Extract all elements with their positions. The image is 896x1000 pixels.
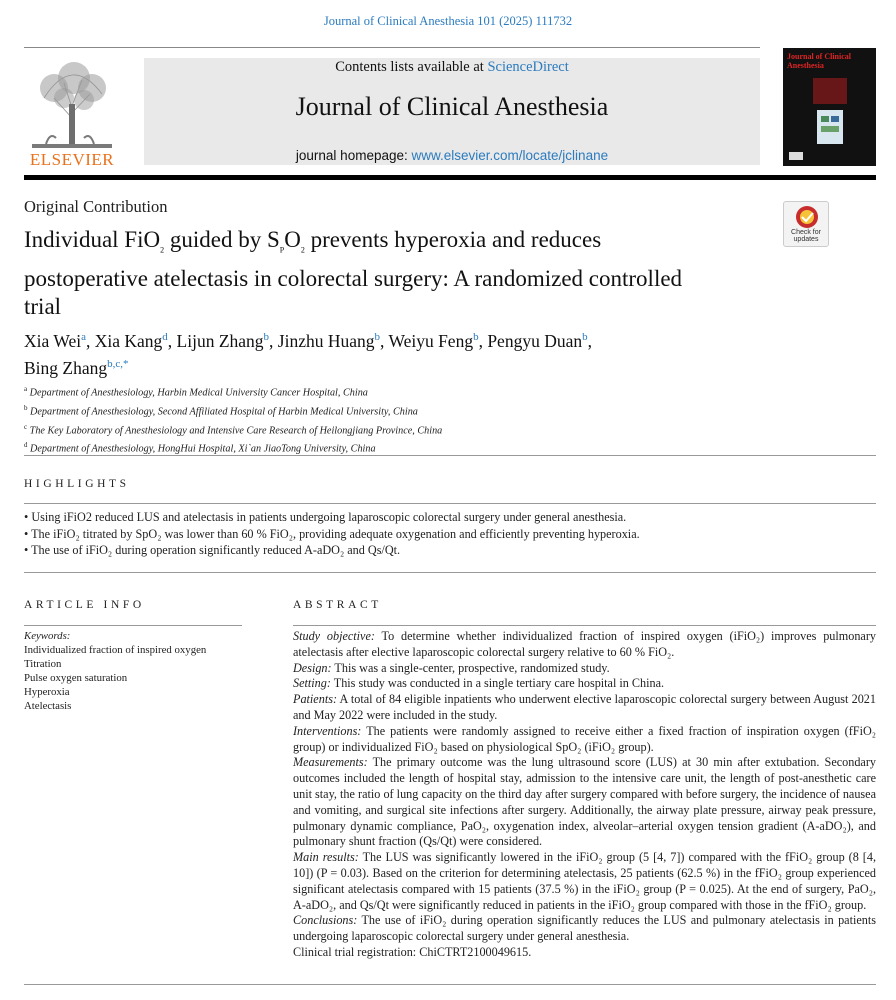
highlights-heading: HIGHLIGHTS	[24, 478, 130, 490]
abstract-divider	[293, 625, 876, 626]
keyword-item: Individualized fraction of inspired oxygen	[24, 644, 207, 656]
masthead-rule	[24, 175, 876, 180]
section-divider	[24, 455, 876, 456]
author-name[interactable]: Weiyu Feng	[388, 330, 474, 351]
author-name[interactable]: Jinzhu Huang	[277, 330, 375, 351]
affiliation-item: $^d$ Department of Anesthesiology, HongHui Hospital, Xi`an JiaoTong University, China	[24, 441, 376, 455]
author-name[interactable]: Bing Zhang	[24, 357, 108, 378]
affiliation-marker[interactable]: b,c,*	[107, 357, 129, 370]
affiliation-marker[interactable]: a	[81, 331, 86, 343]
abstract-paragraph: Design: This was a single-center, prospective, randomized study.	[293, 660, 610, 675]
journal-cover-thumbnail[interactable]	[783, 48, 876, 166]
section-divider	[24, 572, 876, 573]
journal-reference[interactable]: Journal of Clinical Anesthesia 101 (2025) 111732	[323, 14, 573, 28]
keyword-item: Hyperoxia	[24, 686, 70, 698]
highlight-item: • The use of iFiO₂ during operation significantly reduced A-aDO₂ and Qs/Qt.	[24, 543, 401, 558]
author-name[interactable]: Lijun Zhang	[176, 330, 264, 351]
affiliation-marker[interactable]: d	[162, 331, 168, 343]
abstract-paragraph: Clinical trial registration: ChiCTRT2100049615.	[293, 944, 532, 959]
keyword-item: Titration	[24, 658, 62, 670]
affiliation-marker[interactable]: b	[263, 331, 270, 343]
author-name[interactable]: Pengyu Duan	[487, 330, 583, 351]
check-updates-label: Check for updates	[791, 229, 821, 243]
author-name[interactable]: Xia Wei	[24, 330, 82, 351]
keyword-item: Atelectasis	[24, 700, 72, 712]
affiliation-item: $^c$ The Key Laboratory of Anesthesiology and Intensive Care Research of Heilongjiang Province, China	[24, 422, 443, 436]
article-info-divider	[24, 625, 242, 626]
affiliations	[24, 382, 824, 457]
abstract-heading: ABSTRACT	[293, 599, 382, 611]
contents-line: Contents lists available at ScienceDirect	[335, 59, 569, 75]
article-type: Original Contribution	[24, 197, 168, 216]
article-title: Individual FiO$_2$ guided by $S_PO_2$ prevents hyperoxia and reduces postoperative atelectasis in colorectal surgery: A randomized controlled trial	[24, 227, 683, 319]
highlight-item: • The iFiO₂ titrated by SpO₂ was lower than 60 % FiO₂, providing adequate oxygenation and efficiently preventing hyperoxia.	[24, 526, 640, 541]
affiliation-marker[interactable]: b	[582, 331, 588, 343]
abstract-paragraph: Interventions: The patients were randomly assigned to receive either a fixed fraction of inspiration oxygen (fFiO₂ group) or individualized FiO₂ based on physiological SpO₂ (iFiO₂ group).	[293, 723, 877, 754]
affiliation-item: $^b$ Department of Anesthesiology, Second Affiliated Hospital of Harbin Medical University, China	[24, 403, 418, 418]
abstract-paragraph: Main results: The LUS was significantly lowered in the iFiO₂ group (5 [4, 7]) compared with the fFiO₂ group (8 [4, 10]) (P = 0.03). Based on the criterion for determining atelectasis, 25 patients (62.5 %) in the fFiO₂ group experienced significant atelectasis compared with 15 patients (37.5 %) in the iFiO₂ group (P = 0.025). At the end of surgery, PaO₂, A-aDO₂, and Qs/Qt were significantly reduced in patients in the iFiO₂ group compared with those in the fFiO₂ group.	[293, 850, 877, 912]
affiliation-marker[interactable]: b	[473, 331, 479, 343]
cover-title: Journal of Clinical Anesthesia	[787, 52, 852, 70]
abstract-paragraph: Conclusions: The use of iFiO₂ during operation significantly reduces the LUS and pulmonary atelectasis in patients undergoing laparoscopic colorectal surgery under general anesthesia.	[293, 913, 876, 944]
journal-masthead	[144, 58, 760, 165]
header-divider	[24, 47, 760, 48]
keywords-label: Keywords:	[24, 630, 71, 642]
section-divider	[24, 503, 876, 504]
check-updates-icon	[785, 204, 829, 232]
homepage-line: journal homepage: www.elsevier.com/locate/jclinane	[295, 148, 609, 163]
journal-title: Journal of Clinical Anesthesia	[295, 92, 609, 121]
highlight-item: • Using iFiO2 reduced LUS and atelectasis in patients undergoing laparoscopic colorectal surgery under general anesthesia.	[24, 510, 627, 524]
abstract-body	[293, 629, 876, 961]
publisher-wordmark: ELSEVIER	[29, 150, 115, 169]
abstract-paragraph: Setting: This study was conducted in a single tertiary care hospital in China.	[293, 676, 665, 691]
check-for-updates-button[interactable]	[783, 201, 829, 247]
abstract-paragraph: Patients: A total of 84 eligible inpatients who underwent elective laparoscopic colorectal surgery between August 2021 and May 2022 were included in the study.	[293, 692, 876, 722]
sciencedirect-link[interactable]: ScienceDirect	[487, 59, 569, 75]
highlights-list	[24, 509, 874, 559]
affiliation-marker[interactable]: b	[374, 331, 381, 343]
abstract-paragraph: Measurements: The primary outcome was the lung ultrasound score (LUS) at 30 min after extubation. Secondary outcomes included the length of hospital stay, admission to the intensive care unit, the length of post-anesthetic care unit stay, the ratio of lung capacity on the third day after surgery compared with before surgery, the incidence of nausea and vomiting, and surgical site infections after surgery. Additionally, the airway plate pressure, airway peak pressure, pulmonary dynamic compliance, PaO₂, oxygenation index, alveolar–arterial oxygen tension gradient (A-aDO₂), and pulmonary shunt fraction (Qs/Qt) were considered.	[293, 755, 876, 849]
keyword-item: Pulse oxygen saturation	[24, 672, 128, 684]
article-info-heading: ARTICLE INFO	[24, 599, 145, 611]
author-name[interactable]: Xia Kang	[94, 330, 163, 351]
homepage-link[interactable]: www.elsevier.com/locate/jclinane	[411, 148, 609, 163]
section-divider	[24, 984, 876, 985]
abstract-paragraph: Study objective: To determine whether individualized fraction of inspired oxygen (iFiO₂) improves pulmonary atelectasis after elective laparoscopic colorectal surgery relative to 60 % FiO₂.	[293, 629, 876, 659]
author-list: Xia Wei$^a$, Xia Kang$^d$, Lijun Zhang$^b$, Jinzhu Huang$^b$, Weiyu Feng$^b$, Pengyu Duan$^b$, Bing Zhang$^{b,c,*}$	[24, 330, 592, 378]
affiliation-item: $^a$ Department of Anesthesiology, Harbin Medical University Cancer Hospital, China	[24, 385, 368, 399]
keywords-block	[24, 629, 242, 713]
